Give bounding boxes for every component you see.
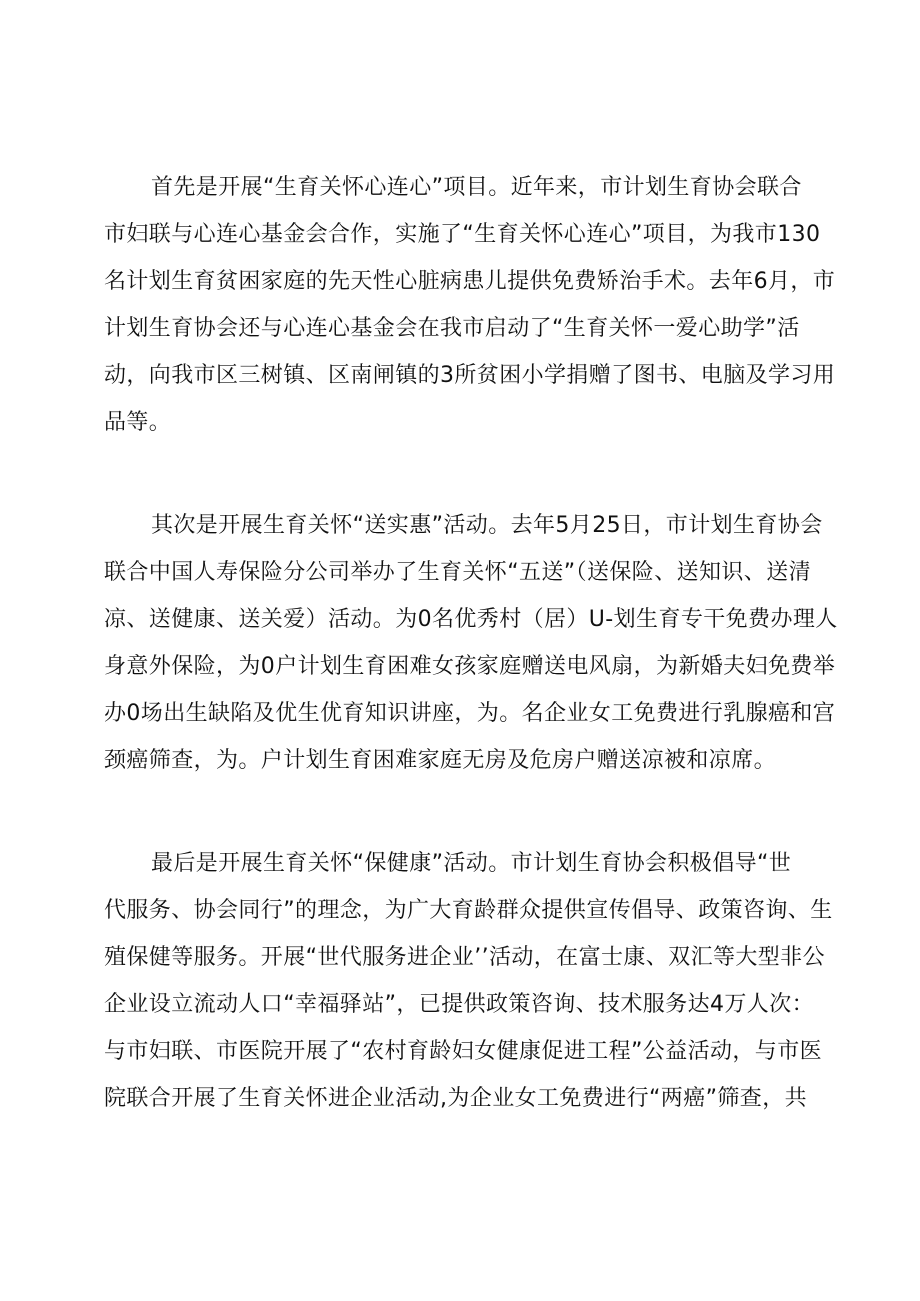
- text-line: 办0场出生缺陷及优生优育知识讲座，为。名企业女工免费进行乳腺癌和宫: [104, 701, 836, 726]
- text-line: 凉、送健康、送关爱）活动。为0名优秀村（居）U-划生育专干免费办理人: [104, 607, 838, 632]
- text-line: 首先是开展“生育关怀心连心”项目。近年来，市计划生育协会联合: [151, 175, 802, 200]
- text-line: 与市妇联、市医院开展了“农村育龄妇女健康促进工程”公益活动，与市医: [104, 1039, 822, 1064]
- paragraph-heart-project: [104, 164, 836, 446]
- paragraph-health-activity: [104, 840, 833, 1122]
- text-line: 殖保健等服务。开展“世代服务进企业’’活动，在富士康、双汇等大型非公: [104, 945, 825, 970]
- text-line: 企业设立流动人口“幸福驿站”，已提供政策咨询、技术服务达4万人次：: [104, 992, 814, 1017]
- paragraph-benefits-activity: [104, 502, 838, 784]
- text-line: 品等。: [104, 410, 172, 435]
- text-line: 名计划生育贫困家庭的先天性心脏病患儿提供免费矫治手术。去年6月，市: [104, 269, 836, 294]
- text-line: 计划生育协会还与心连心基金会在我市启动了“生育关怀一爱心助学”活: [104, 316, 800, 341]
- text-line: 其次是开展生育关怀“送实惠”活动。去年5月25日，市计划生育协会: [151, 513, 823, 538]
- text-line: 颈癌筛查，为。户计划生育困难家庭无房及危房户赠送凉被和凉席。: [104, 748, 777, 773]
- text-line: 联合中国人寿保险分公司举办了生育关怀“五送”（送保险、送知识、送清: [104, 560, 811, 585]
- text-line: 市妇联与心连心基金会合作，实施了“生育关怀心连心”项目，为我市130: [104, 222, 821, 247]
- text-line: 代服务、协会同行”的理念，为广大育龄群众提供宣传倡导、政策咨询、生: [104, 898, 833, 923]
- text-line: 动，向我市区三树镇、区南闸镇的3所贫困小学捐赠了图书、电脑及学习用: [104, 363, 836, 388]
- text-line: 身意外保险，为0户计划生育困难女孩家庭赠送电风扇，为新婚夫妇免费举: [104, 654, 836, 679]
- text-line: 院联合开展了生育关怀进企业活动,为企业女工免费进行“两癌”筛查，共: [104, 1086, 807, 1111]
- text-line: 最后是开展生育关怀“保健康”活动。市计划生育协会积极倡导“世: [151, 851, 792, 876]
